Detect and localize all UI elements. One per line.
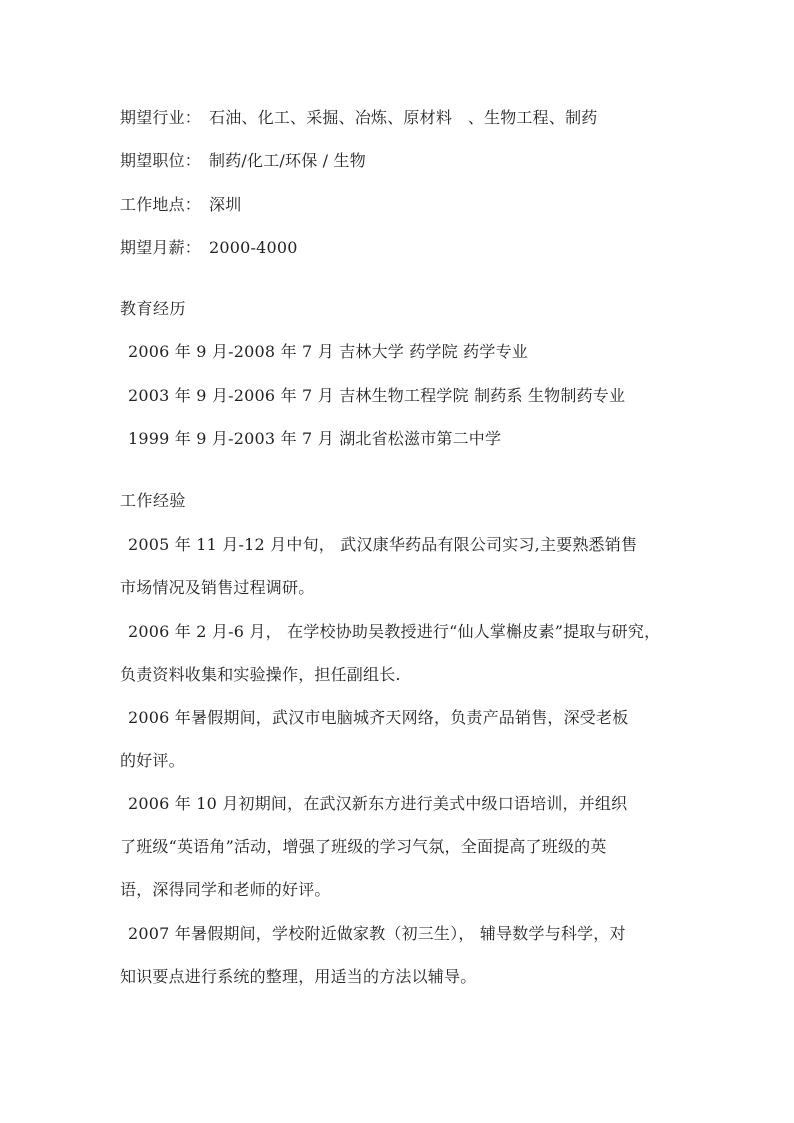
work-section-title: 工作经验 xyxy=(120,491,187,510)
expected-industry-value: 石油、化工、采掘、冶炼、原材料 、生物工程、制药 xyxy=(209,108,598,127)
work-line: 2005 年 11 月-12 月中旬， 武汉康华药品有限公司实习,主要熟悉销售 xyxy=(128,535,638,554)
work-location-value: 深圳 xyxy=(209,195,242,214)
expected-industry-label: 期望行业： xyxy=(120,108,202,127)
education-item: 2006 年 9 月-2008 年 7 月 吉林大学 药学院 药学专业 xyxy=(128,342,528,361)
work-line: 2006 年暑假期间，武汉市电脑城齐天网络，负责产品销售，深受老板 xyxy=(128,708,629,727)
expected-industry-row xyxy=(120,108,597,128)
expected-salary-row xyxy=(120,238,298,258)
work-line: 语，深得同学和老师的好评。 xyxy=(120,880,331,899)
work-line: 负责资料收集和实验操作，担任副组长. xyxy=(120,665,401,684)
work-line: 知识要点进行系统的整理，用适当的方法以辅导。 xyxy=(120,967,477,986)
expected-position-value: 制药/化工/环保 / 生物 xyxy=(209,151,366,170)
expected-position-label: 期望职位： xyxy=(120,151,202,170)
work-line: 了班级“英语角”活动，增强了班级的学习气氛，全面提高了班级的英 xyxy=(120,837,607,856)
expected-salary-label: 期望月薪： xyxy=(120,238,202,257)
expected-salary-value: 2000-4000 xyxy=(209,238,298,257)
work-location-label: 工作地点： xyxy=(120,195,202,214)
education-section-title: 教育经历 xyxy=(120,299,187,318)
work-line: 2007 年暑假期间，学校附近做家教（初三生）， 辅导数学与科学，对 xyxy=(128,924,626,943)
work-line: 市场情况及销售过程调研。 xyxy=(120,578,315,597)
expected-position-row xyxy=(120,151,366,171)
education-item: 2003 年 9 月-2006 年 7 月 吉林生物工程学院 制药系 生物制药专业 xyxy=(128,386,626,405)
work-line: 2006 年 2 月-6 月， 在学校协助吴教授进行“仙人掌槲皮素”提取与研究， xyxy=(128,622,661,641)
education-item: 1999 年 9 月-2003 年 7 月 湖北省松滋市第二中学 xyxy=(128,429,502,448)
work-line: 的好评。 xyxy=(120,751,185,770)
work-line: 2006 年 10 月初期间，在武汉新东方进行美式中级口语培训，并组织 xyxy=(128,794,628,813)
work-location-row xyxy=(120,195,241,215)
